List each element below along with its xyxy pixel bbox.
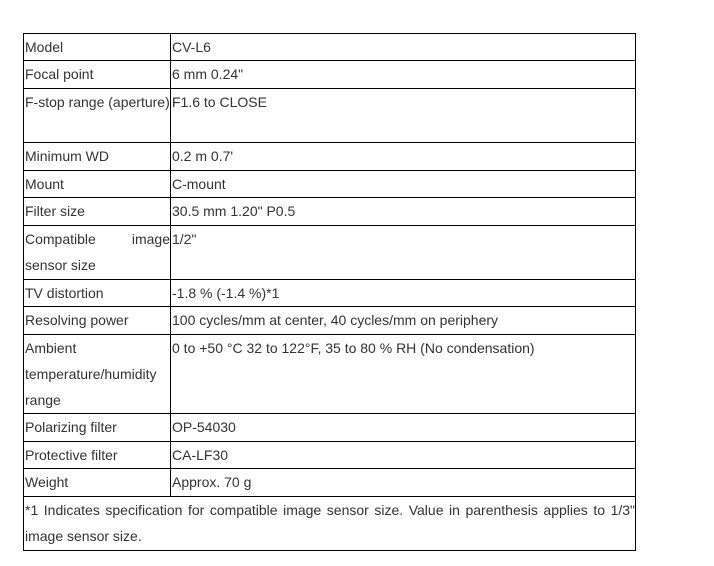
spec-value: OP-54030 — [171, 414, 636, 442]
spec-label: Weight — [24, 469, 171, 497]
spec-value: 0 to +50 °C 32 to 122°F, 35 to 80 % RH (No condensation) — [171, 335, 636, 414]
spec-label: Polarizing filter — [24, 414, 171, 442]
spec-row — [24, 307, 636, 335]
spec-value: 0.2 m 0.7' — [171, 143, 636, 171]
spec-row — [24, 335, 636, 414]
spec-row — [24, 469, 636, 497]
spec-label: Ambient temperature/humidity range — [24, 335, 171, 414]
spec-label: Protective filter — [24, 442, 171, 469]
spec-value: -1.8 % (-1.4 %)*1 — [171, 280, 636, 307]
spec-row — [24, 89, 636, 143]
spec-value: 6 mm 0.24" — [171, 61, 636, 89]
spec-row — [24, 226, 636, 280]
footnote-row — [24, 497, 636, 551]
spec-row — [24, 143, 636, 171]
spec-row — [24, 280, 636, 307]
spec-value: 1/2" — [171, 226, 636, 280]
spec-row — [24, 171, 636, 198]
spec-value: C-mount — [171, 171, 636, 198]
spec-label: Resolving power — [24, 307, 171, 335]
spec-table — [23, 33, 636, 551]
spec-value: 100 cycles/mm at center, 40 cycles/mm on periphery — [171, 307, 636, 335]
spec-label: Minimum WD — [24, 143, 171, 171]
spec-label: Filter size — [24, 198, 171, 226]
spec-value: CV-L6 — [171, 34, 636, 61]
spec-label: Mount — [24, 171, 171, 198]
spec-row — [24, 61, 636, 89]
spec-label: Focal point — [24, 61, 171, 89]
spec-row — [24, 34, 636, 61]
spec-value: Approx. 70 g — [171, 469, 636, 497]
spec-label: TV distortion — [24, 280, 171, 307]
spec-value: F1.6 to CLOSE — [171, 89, 636, 143]
spec-row — [24, 414, 636, 442]
spec-label: F-stop range (aperture) — [24, 89, 171, 143]
spec-value: CA-LF30 — [171, 442, 636, 469]
spec-value: 30.5 mm 1.20" P0.5 — [171, 198, 636, 226]
spec-row — [24, 442, 636, 469]
spec-label: Model — [24, 34, 171, 61]
spec-label: Compatible image sensor size — [24, 226, 171, 280]
spec-row — [24, 198, 636, 226]
footnote: *1 Indicates specification for compatible image sensor size. Value in parenthesis applies to 1/3" image sensor size. — [24, 497, 636, 551]
